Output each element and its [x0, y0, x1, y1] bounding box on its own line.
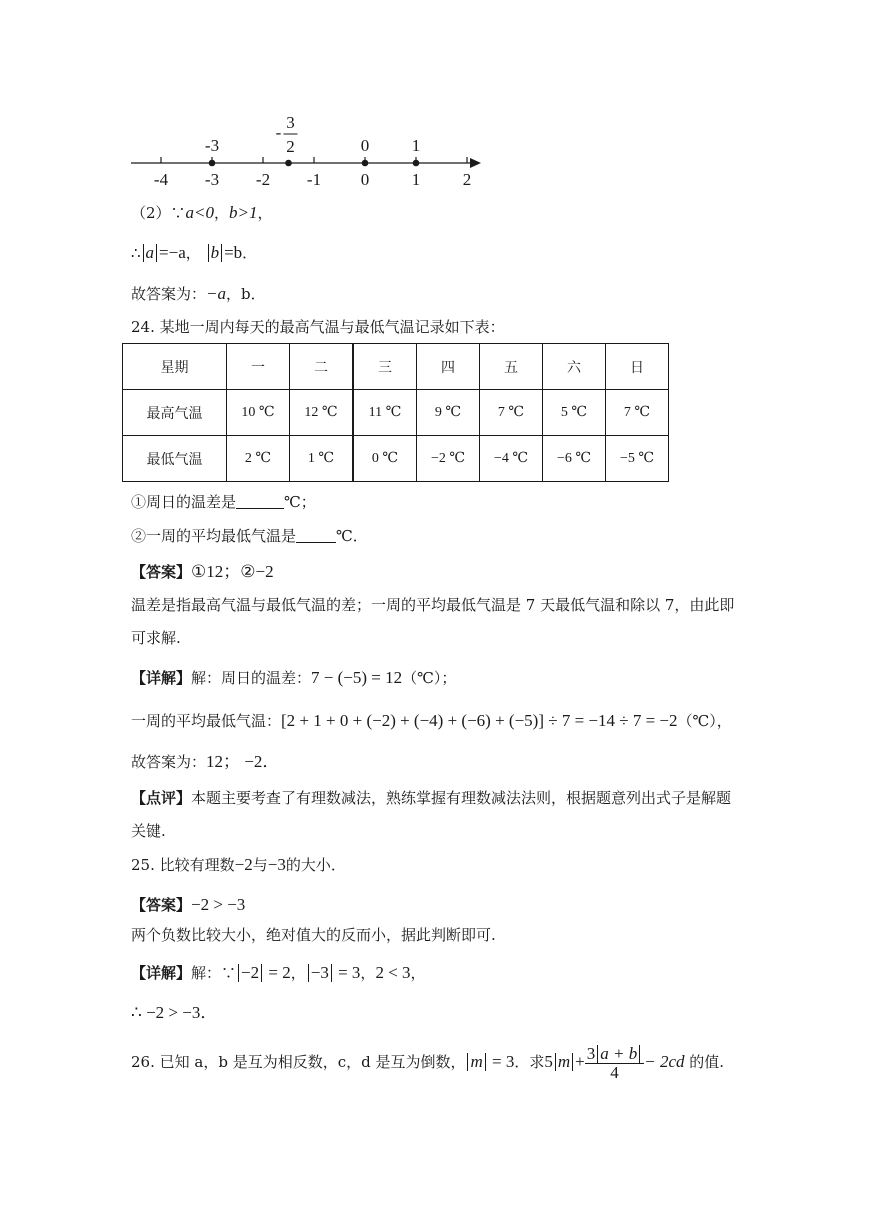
number-line-tick-label: 0	[360, 170, 370, 189]
q25-stem	[131, 855, 346, 875]
fraction-denominator: 2	[286, 137, 295, 156]
number-line-point	[209, 160, 216, 167]
table-cell: 7 ℃	[480, 390, 543, 436]
number-line-tick-label: 2	[462, 170, 472, 189]
stem-suffix: 的大小．	[285, 856, 346, 874]
part2-condition	[131, 203, 273, 223]
q25-answer	[131, 895, 245, 915]
answer-label: 【答案】	[131, 896, 192, 914]
sep: ，	[214, 204, 230, 222]
q25-conclusion	[131, 1003, 217, 1023]
sep: ，	[257, 204, 273, 222]
average-prefix: 一周的平均最低气温：	[131, 712, 282, 730]
number-line-tick-label: -1	[306, 170, 322, 189]
table-cell: 1 ℃	[290, 436, 354, 482]
answer-text: −2 > −3	[191, 895, 246, 914]
detail-prefix: 解：周日的温差：	[191, 669, 312, 687]
ask-prefix: ．求	[514, 1053, 545, 1071]
table-cell: 0 ℃	[353, 436, 417, 482]
table-cell: 5 ℃	[543, 390, 606, 436]
q24-comment-line1	[131, 788, 731, 808]
num-inner: a + b	[600, 1043, 638, 1063]
stem-prefix: 25. 比较有理数	[131, 856, 235, 874]
table-cell: 11 ℃	[353, 390, 417, 436]
blank2-suffix: ℃．	[336, 527, 368, 545]
table-cell: 12 ℃	[290, 390, 354, 436]
stem-number-a: −2	[234, 855, 253, 874]
table-cell: 二	[290, 344, 354, 390]
number-line	[125, 110, 495, 190]
sep: ，	[185, 244, 201, 262]
table-cell: −4 ℃	[480, 436, 543, 482]
q24-analysis-line2: 可求解.	[131, 629, 181, 647]
temperature-table	[122, 343, 669, 482]
sep: ，	[410, 964, 426, 982]
abs-a-inner: a	[145, 243, 155, 262]
condition-b: b>1	[229, 203, 258, 222]
answer-prefix: 故答案为：	[131, 285, 207, 303]
abs-b-inner: b	[210, 243, 220, 262]
sep: ，	[290, 964, 306, 982]
number-line-point	[285, 160, 292, 167]
fraction-denominator: 4	[610, 1062, 619, 1082]
q24-analysis-line1: 温差是指最高气温与最低气温的差；一周的平均最低气温是 7 天最低气温和除以 7，由此即	[131, 596, 735, 614]
answer-blank	[236, 494, 284, 509]
detail-expression: 7 − (−5) = 12	[311, 668, 403, 687]
abs-m-inner: m	[470, 1052, 483, 1071]
abs1-inner: −2	[241, 963, 260, 982]
table-cell: 10 ℃	[227, 390, 290, 436]
therefore-symbol: ∴	[131, 244, 141, 262]
condition-a: a<0	[185, 203, 215, 222]
answer-b: b．	[241, 285, 266, 303]
abs-a-rhs: =−a	[159, 243, 186, 262]
number-line-tick-label: -3	[204, 170, 220, 189]
table-cell: 2 ℃	[227, 436, 290, 482]
blank2-prefix: ②一周的平均最低气温是	[131, 527, 297, 545]
answer-label: 【答案】	[131, 563, 192, 581]
comparison: 2 < 3	[375, 963, 411, 982]
detail-label: 【详解】	[131, 964, 192, 982]
table-cell: −5 ℃	[606, 436, 669, 482]
number-line-point	[413, 160, 420, 167]
table-cell: −2 ℃	[417, 436, 480, 482]
detail-prefix: 解：∵	[191, 964, 237, 982]
number-line-point	[362, 160, 369, 167]
q24-blank2	[131, 526, 368, 546]
q26-stem	[131, 1040, 724, 1084]
answer-text: ①12；②−2	[191, 562, 274, 581]
table-cell: 六	[543, 344, 606, 390]
table-cell: 日	[606, 344, 669, 390]
stem-suffix: 的值.	[689, 1053, 725, 1071]
detail-unit: （℃）；	[402, 669, 457, 687]
table-row	[123, 390, 669, 436]
table-cell: 五	[480, 344, 543, 390]
table-row	[123, 436, 669, 482]
table-header-row	[123, 344, 669, 390]
fraction-sign: -	[275, 123, 282, 142]
num-coef: 3	[586, 1043, 596, 1063]
table-cell: 最高气温	[123, 390, 227, 436]
number-line-tick-label: -4	[153, 170, 169, 189]
fraction-numerator: 3	[286, 113, 295, 132]
q24-detail	[131, 668, 456, 688]
comment-label: 【点评】	[131, 789, 192, 807]
number-line-point-label: 0	[360, 136, 370, 155]
table-cell: 最低气温	[123, 436, 227, 482]
table-cell: 星期	[123, 344, 227, 390]
blank1-prefix: ①周日的温差是	[131, 493, 237, 511]
answer-a: −a	[206, 284, 226, 303]
part2-answer	[131, 284, 266, 304]
table-cell: 9 ℃	[417, 390, 480, 436]
part2-therefore	[131, 243, 257, 263]
final-text: 12； −2．	[206, 752, 280, 771]
table-cell: 四	[417, 344, 480, 390]
q24-answer	[131, 562, 274, 582]
stem-prefix: 26. 已知 a，b 是互为相反数，c，d 是互为倒数，	[131, 1053, 466, 1071]
number-line-point-label: 1	[411, 136, 421, 155]
q25-detail	[131, 963, 426, 983]
q24-stem: 24. 某地一周内每天的最高气温与最低气温记录如下表：	[131, 318, 505, 336]
plus: +	[575, 1052, 585, 1071]
average-unit: （℃），	[677, 712, 732, 730]
stem-mid: 与	[252, 856, 268, 874]
number-line-point-label: -3	[204, 136, 220, 155]
abs-m-rhs: = 3	[492, 1052, 515, 1071]
final-prefix: 故答案为：	[131, 753, 207, 771]
comment-text: 本题主要考查了有理数减法，熟练掌握有理数减法法则，根据题意列出式子是解题	[191, 789, 732, 807]
part2-prefix: （2）∵	[131, 204, 186, 222]
abs2-inner: −3	[310, 963, 329, 982]
stem-number-b: −3	[267, 855, 286, 874]
conclusion: ∴ −2 > −3．	[131, 1003, 218, 1022]
blank1-suffix: ℃；	[284, 493, 316, 511]
answer-blank	[296, 528, 336, 543]
q24-final	[131, 752, 279, 772]
table-cell: 7 ℃	[606, 390, 669, 436]
number-line-tick-label: 1	[411, 170, 421, 189]
q24-average	[131, 711, 732, 731]
arrow-head-icon	[470, 158, 481, 168]
expr-m: m	[557, 1052, 571, 1071]
fraction-numerator	[585, 1045, 644, 1064]
table-cell: −6 ℃	[543, 436, 606, 482]
fraction	[585, 1045, 644, 1082]
table-cell: 三	[353, 344, 417, 390]
number-line-tick-label: -2	[255, 170, 271, 189]
q24-blank1	[131, 492, 316, 512]
coef-5: 5	[544, 1052, 553, 1071]
average-expression: [2 + 1 + 0 + (−2) + (−4) + (−6) + (−5)] ÷ 7 = −14 ÷ 7 = −2	[281, 711, 678, 730]
sep: ，	[360, 964, 376, 982]
q25-analysis: 两个负数比较大小，绝对值大的反而小，据此判断即可.	[131, 926, 496, 944]
table-cell: 一	[227, 344, 290, 390]
abs1-rhs: = 2	[268, 963, 291, 982]
period: ．	[242, 244, 258, 262]
expr-tail: − 2cd	[644, 1052, 685, 1071]
sep: ，	[226, 285, 242, 303]
target-expression	[544, 1043, 685, 1082]
abs-b-rhs: =b	[224, 243, 243, 262]
q24-comment-line2: 关键.	[131, 822, 166, 840]
abs2-rhs: = 3	[338, 963, 361, 982]
detail-label: 【详解】	[131, 669, 192, 687]
